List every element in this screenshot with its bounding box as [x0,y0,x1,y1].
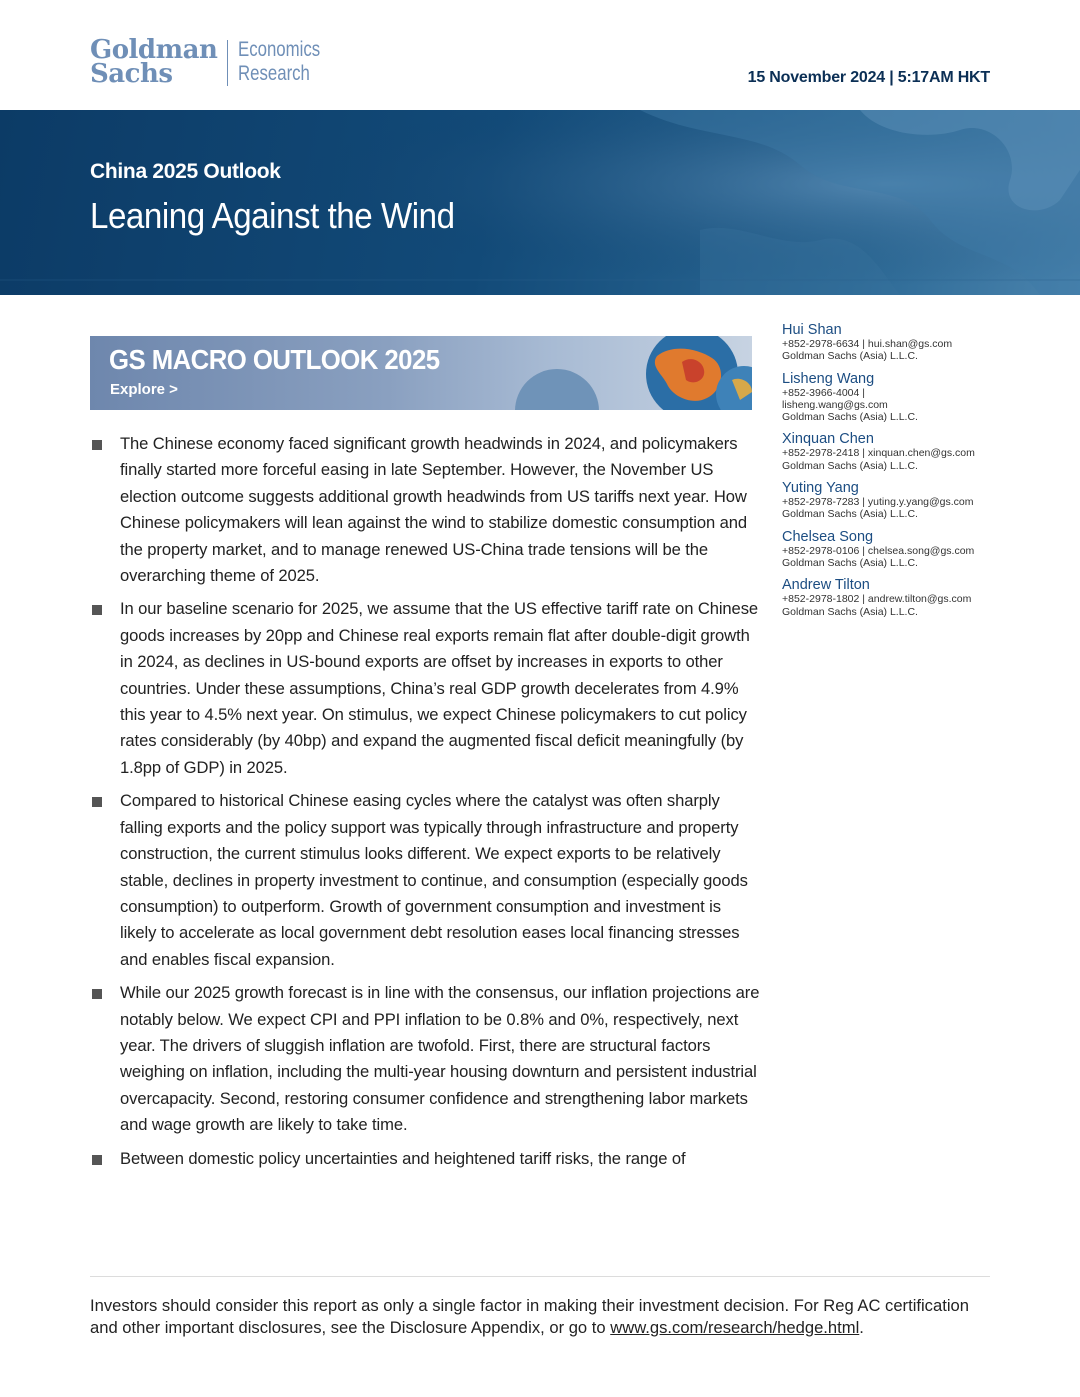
logo-dept-line-1: Economics [238,38,321,61]
bullet-text: Between domestic policy uncertainties and heightened tariff risks, the range of [120,1148,686,1168]
title-banner [0,110,1080,295]
author-entity: Goldman Sachs (Asia) L.L.C. [782,350,918,363]
report-title: Leaning Against the Wind [90,195,455,236]
bullet-item [90,1146,760,1172]
author-contact[interactable]: +852-2978-2418 | xinquan.chen@gs.com [782,447,975,460]
author-contact[interactable]: +852-2978-1802 | andrew.tilton@gs.com [782,593,972,606]
disclosure-tail: . [859,1317,864,1337]
author-card [782,322,1002,363]
author-card [782,480,1002,521]
logo-department [238,38,341,86]
author-entity: Goldman Sachs (Asia) L.L.C. [782,556,918,569]
author-entity: Goldman Sachs (Asia) L.L.C. [782,605,918,618]
bullet-item [90,980,760,1138]
bullet-square-icon [92,989,102,999]
bullet-square-icon [92,1155,102,1165]
author-entity: Goldman Sachs (Asia) L.L.C. [782,459,918,472]
footer-divider [90,1276,990,1277]
bullet-item [90,596,760,781]
bullet-square-icon [92,605,102,615]
bullet-square-icon [92,797,102,807]
author-name[interactable]: Hui Shan [782,322,842,338]
logo-line-2: Sachs [90,59,173,89]
author-name[interactable]: Yuting Yang [782,480,859,497]
author-list [782,322,1002,626]
logo-dept-line-2: Research [238,62,311,85]
author-card [782,431,1002,472]
bullet-item [90,788,760,973]
author-email[interactable]: lisheng.wang@gs.com [782,398,888,411]
author-name[interactable]: Chelsea Song [782,528,874,545]
bullet-text: While our 2025 growth forecast is in line with the consensus, our inflation projections are notably below. We expect CPI and PPI inflation to be 0.8% and 0%, respectively, next year. The drivers of sluggish inflation are twofold. First, there are structural factors weighing on inflation, including the multi-year housing downturn and persistent industrial overcapacity. Second, restoring consumer confidence and strengthening labor markets and wage growth are likely to take time. [120,983,760,1135]
disclosure-link[interactable]: www.gs.com/research/hedge.html [610,1317,860,1337]
macro-outlook-promo[interactable] [90,336,752,410]
logo-line-1: Goldman [90,35,218,65]
disclosure-text: Investors should consider this report as only a single factor in making their investment decision. For Reg AC certification and other important disclosures, see the Disclosure Appendix, or go to [90,1296,969,1337]
bullet-text: Compared to historical Chinese easing cycles where the catalyst was often sharply falling exports and the policy support was typically through infrastructure and property construction, the current stimulus looks different. We expect exports to be relatively stable, declines in property investment to continue, and consumption (especially goods consumption) to outperform. Growth of government consumption and investment is likely to accelerate as local government debt resolution eases local financing stresses and enables fiscal expansion. [120,791,748,969]
author-card [782,529,1002,570]
explore-link[interactable]: Explore > [110,381,178,398]
author-card [782,371,1002,424]
bullet-text: In our baseline scenario for 2025, we assume that the US effective tariff rate on Chinese goods increases by 20pp and Chinese real exports remain flat after double-digit growth in 2024, as declines in US-bound exports are offset by increases in exports to other countries. Under these assumptions, China’s real GDP growth decelerates from 4.9% this year to 4.5% next year. On stimulus, we expect Chinese policymakers to cut policy rates considerably (by 40bp) and expand the augmented fiscal deficit meaningfully (by 1.8pp of GDP) in 2025. [120,599,759,777]
disclosure-note [90,1295,990,1338]
goldman-sachs-logo [90,35,341,89]
bullet-square-icon [92,440,102,450]
author-entity: Goldman Sachs (Asia) L.L.C. [782,411,918,424]
author-card [782,577,1002,618]
logo-divider [227,40,228,86]
publication-date: 15 November 2024 | 5:17AM HKT [747,69,990,86]
summary-bullets [90,431,760,1179]
author-name[interactable]: Xinquan Chen [782,431,874,448]
author-name[interactable]: Andrew Tilton [782,577,870,594]
bullet-item [90,431,760,589]
promo-title: GS MACRO OUTLOOK 2025 [109,344,440,375]
author-contact[interactable]: +852-2978-6634 | hui.shan@gs.com [782,338,953,350]
author-contact[interactable]: +852-3966-4004 | [782,386,866,399]
globe-icon [482,336,752,410]
author-contact[interactable]: +852-2978-7283 | yuting.y.yang@gs.com [782,496,974,509]
author-contact[interactable]: +852-2978-0106 | chelsea.song@gs.com [782,544,975,557]
author-entity: Goldman Sachs (Asia) L.L.C. [782,508,918,521]
logo-wordmark [90,35,218,89]
bullet-text: The Chinese economy faced significant growth headwinds in 2024, and policymakers finally started more forceful easing in late September. However, the November US election outcome suggests additional growth headwinds from US tariffs next year. How Chinese policymakers will lean against the wind to stabilize domestic consumption and the property market, and to manage renewed US-China trade tensions will be the overarching theme of 2025. [120,434,747,586]
author-name[interactable]: Lisheng Wang [782,370,875,387]
report-series: China 2025 Outlook [90,160,281,183]
